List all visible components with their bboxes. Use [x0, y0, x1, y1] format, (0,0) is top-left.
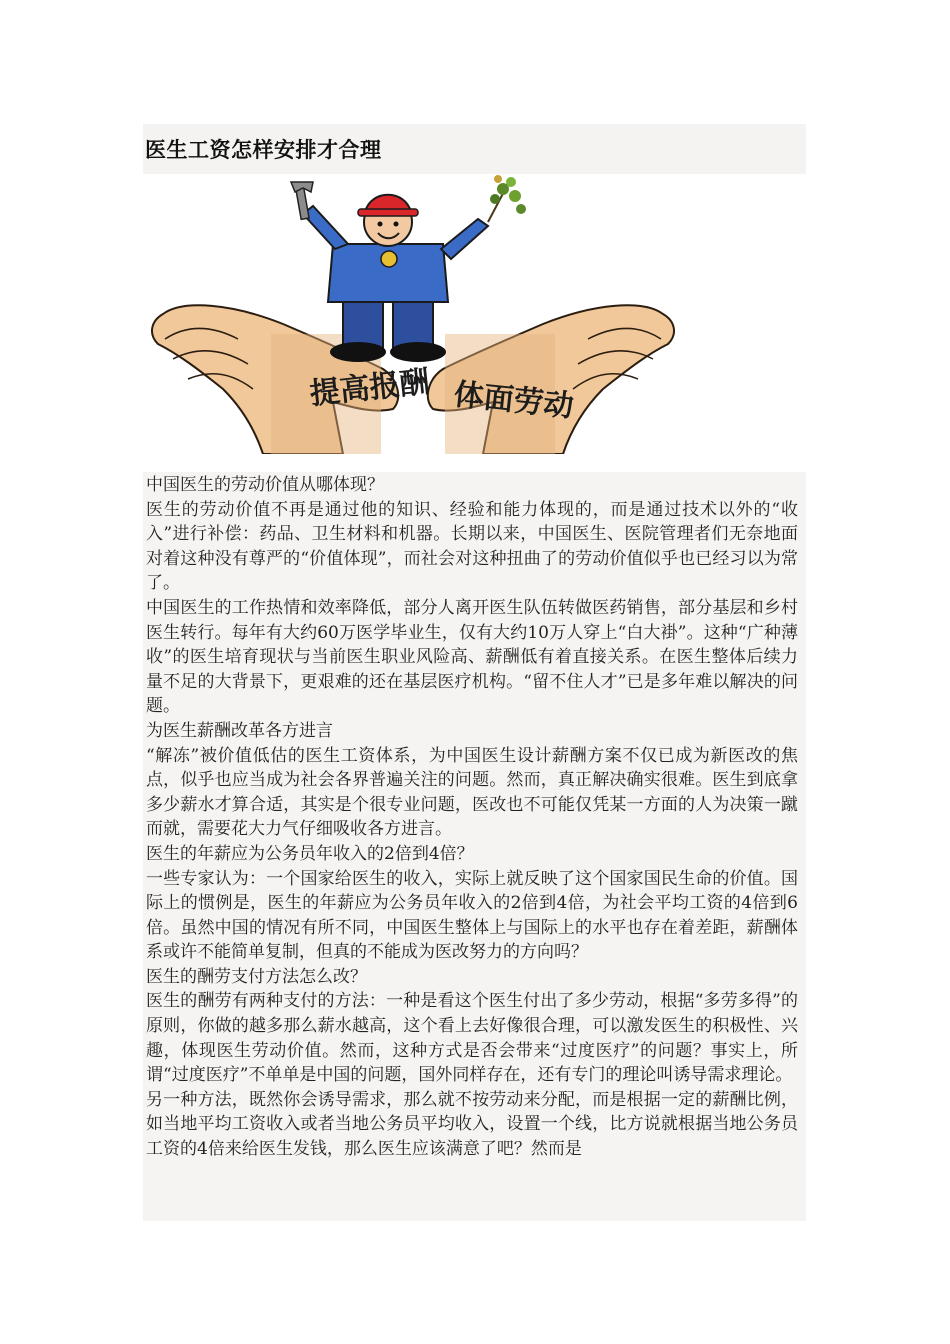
section-heading: 为医生薪酬改革各方进言 [146, 720, 333, 741]
paragraph: 医生的劳动价值不再是通过他的知识、经验和能力体现的，而是通过技术以外的“收入”进行补偿：药品、卫生材料和机器。长期以来，中国医生、医院管理者们无奈地面对着这种没有尊严的“价值体现”，而社会对这种扭曲了的劳动价值似乎也已经习以为常了。 [146, 499, 798, 594]
paragraph: “解冻”被价值低估的医生工资体系，为中国医生设计薪酬方案不仅已成为新医改的焦点，似乎也应当成为社会各界普遍关注的问题。然而，真正解决确实很难。医生到底拿多少薪水才算合适，其实是个很专业问题，医改也不可能仅凭某一方面的人为决策一蹴而就，需要花大力气仔细吸收各方进言。 [146, 745, 798, 840]
article-body [143, 472, 806, 1221]
doctor-figure [291, 175, 526, 362]
section-heading: 医生的酬劳支付方法怎么改？ [146, 966, 367, 987]
paragraph: 一些专家认为：一个国家给医生的收入，实际上就反映了这个国家国民生命的价值。国际上的惯例是，医生的年薪应为公务员年收入的2倍到4倍，为社会平均工资的4倍到6倍。虽然中国的情况有所不同，中国医生整体上与国际上的水平也存在着差距，薪酬体系或许不能简单复制，但真的不能成为医改努力的方向吗？ [146, 868, 798, 963]
article-title: 医生工资怎样安排才合理 [145, 138, 382, 162]
section-heading: 医生的年薪应为公务员年收入的2倍到4倍？ [146, 843, 474, 864]
left-hand-text: 提高报酬 [308, 364, 432, 412]
paragraph: 医生的酬劳有两种支付的方法：一种是看这个医生付出了多少劳动，根据“多劳多得”的原则，你做的越多那么薪水越高，这个看上去好像很合理，可以激发医生的积极性、兴趣，体现医生劳动价值。然而，这种方式是否会带来“过度医疗”的问题？事实上，所谓“过度医疗”不单单是中国的问题，国外同样存在，还有专门的理论叫诱导需求理论。 [146, 991, 798, 1086]
title-bar [143, 124, 806, 174]
section-heading: 中国医生的劳动价值从哪体现？ [146, 475, 384, 495]
paragraph: 中国医生的工作热情和效率降低，部分人离开医生队伍转做医药销售，部分基层和乡村医生转行。每年有大约60万医学毕业生，仅有大约10万人穿上“白大褂”。这种“广种薄收”的医生培育现状与当前医生职业风险高、薪酬低有着直接关系。在医生整体后续力量不足的大背景下，更艰难的还在基层医疗机构。“留不住人才”已是多年难以解决的问题。 [146, 597, 798, 717]
plant-icon [488, 175, 526, 222]
article [143, 124, 806, 1221]
doctor-cartoon-illustration [143, 174, 683, 454]
paragraph: 另一种方法，既然你会诱导需求，那么就不按劳动来分配，而是根据一定的薪酬比例，如当地平均工资收入或者当地公务员平均收入，设置一个线，比方说就根据当地公务员工资的4倍来给医生发钱，那么医生应该满意了吧？然而是 [146, 1089, 798, 1160]
right-hand-text: 体面劳动 [452, 377, 576, 425]
